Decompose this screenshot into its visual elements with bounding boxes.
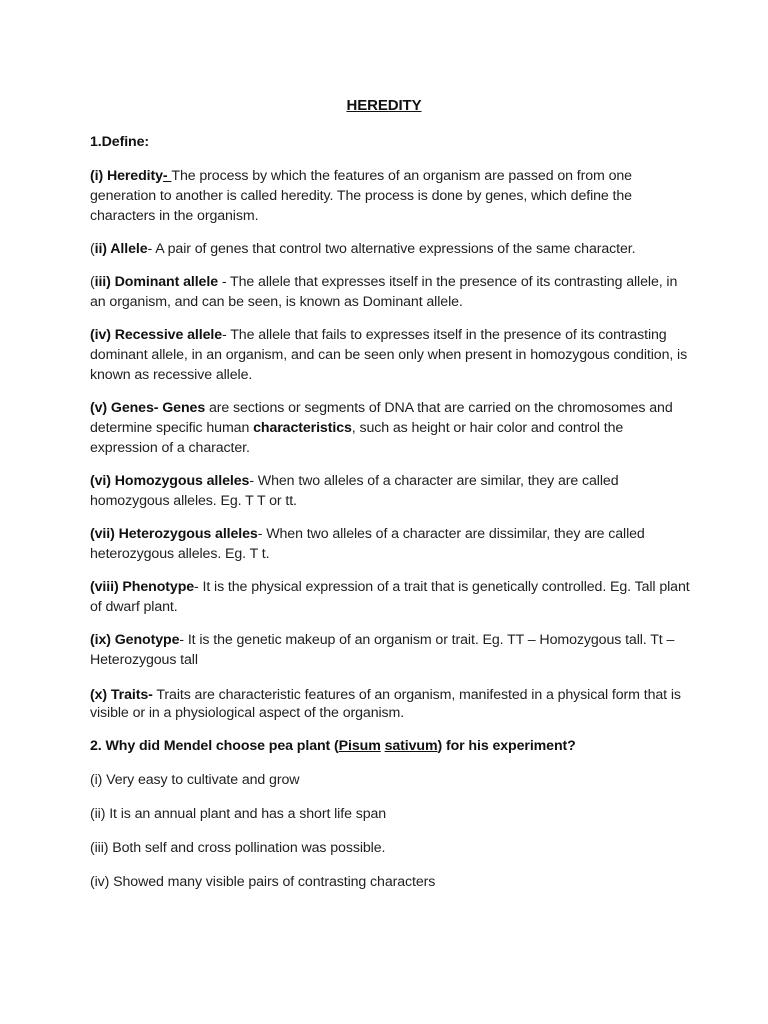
answer-item: (ii) It is an annual plant and has a short life span — [90, 806, 387, 822]
definition-term: ii) Allele — [94, 241, 148, 257]
definition-term: (vii) Heterozygous alleles — [90, 526, 258, 542]
definition-term: iii) Dominant allele — [94, 274, 218, 290]
definition-text: The process by which the features of an organism are passed on from one generation to another is called heredity. The process is done by genes, which define the characters in the organism. — [90, 168, 632, 224]
definition-text: - It is the genetic makeup of an organism or trait. Eg. TT – Homozygous tall. Tt – Heterozygous tall — [90, 632, 675, 668]
answer-item: (iv) Showed many visible pairs of contrasting characters — [90, 874, 436, 890]
definition-number: (i) Heredity- — [90, 168, 172, 184]
definition-phenotype — [90, 577, 690, 617]
definition-text: - The allele that expresses itself in the presence of its contrasting allele, in an organism, and can be seen, is known as Dominant allele. — [90, 274, 678, 310]
definition-text: - It is the physical expression of a trait that is genetically controlled. Eg. Tall plant of dwarf plant. — [90, 579, 690, 615]
definition-recessive-allele — [90, 325, 690, 385]
definition-text: - When two alleles of a character are dissimilar, they are called heterozygous alleles. Eg. T t. — [90, 526, 645, 562]
answer-item: (i) Very easy to cultivate and grow — [90, 772, 300, 788]
genus-name: Pisum — [338, 738, 381, 754]
question-2-heading: 2. Why did Mendel choose pea plant (Pisum sativum) for his experiment? — [90, 738, 576, 754]
definition-heterozygous-alleles — [90, 524, 690, 564]
definition-genotype — [90, 630, 690, 670]
definition-homozygous-alleles — [90, 471, 690, 511]
definition-traits — [90, 686, 690, 722]
document-content — [90, 96, 690, 906]
definition-text: - When two alleles of a character are similar, they are called homozygous alleles. Eg. T T or tt. — [90, 473, 619, 509]
definition-dominant-allele: (iii) Dominant allele - The allele that expresses itself in the presence of its contrasting allele, in an organism, and can be seen, is known as Dominant allele. — [90, 274, 678, 310]
definition-term-characteristics: characteristics — [253, 420, 352, 436]
definition-term: (viii) Phenotype — [90, 579, 195, 595]
definition-text: Traits are characteristic features of an organism, manifested in a physical form that is visible or in a physiological aspect of the organism. — [90, 687, 681, 721]
definition-text: - The allele that fails to expresses itself in the presence of its contrasting dominant allele, in an organism, and can be seen only when present in homozygous condition, is known as recessive allele. — [90, 327, 688, 383]
definition-term: (x) Traits- — [90, 687, 153, 703]
definition-term: Heredity — [106, 168, 163, 184]
definition-term: (v) Genes- Genes — [90, 400, 206, 416]
definition-text: , such as height or hair color and control the expression of a character. — [90, 420, 624, 456]
answer-item: (iii) Both self and cross pollination was possible. — [90, 840, 386, 856]
species-name: sativum — [384, 738, 438, 754]
definition-term: (ix) Genotype — [90, 632, 180, 648]
definition-term: (vi) Homozygous alleles — [90, 473, 250, 489]
question-1-heading: 1.Define: — [90, 134, 150, 150]
definition-allele: (ii) Allele- A pair of genes that control two alternative expressions of the same character. — [90, 241, 636, 257]
definition-term: (iv) Recessive allele — [90, 327, 222, 343]
page-title: HEREDITY — [346, 97, 422, 114]
definition-genes — [90, 398, 690, 458]
definition-text: are sections or segments of DNA that are carried on the chromosomes and determine specific human — [90, 400, 673, 436]
definition-heredity — [90, 166, 690, 226]
definition-text: - A pair of genes that control two alternative expressions of the same character. — [147, 241, 636, 257]
